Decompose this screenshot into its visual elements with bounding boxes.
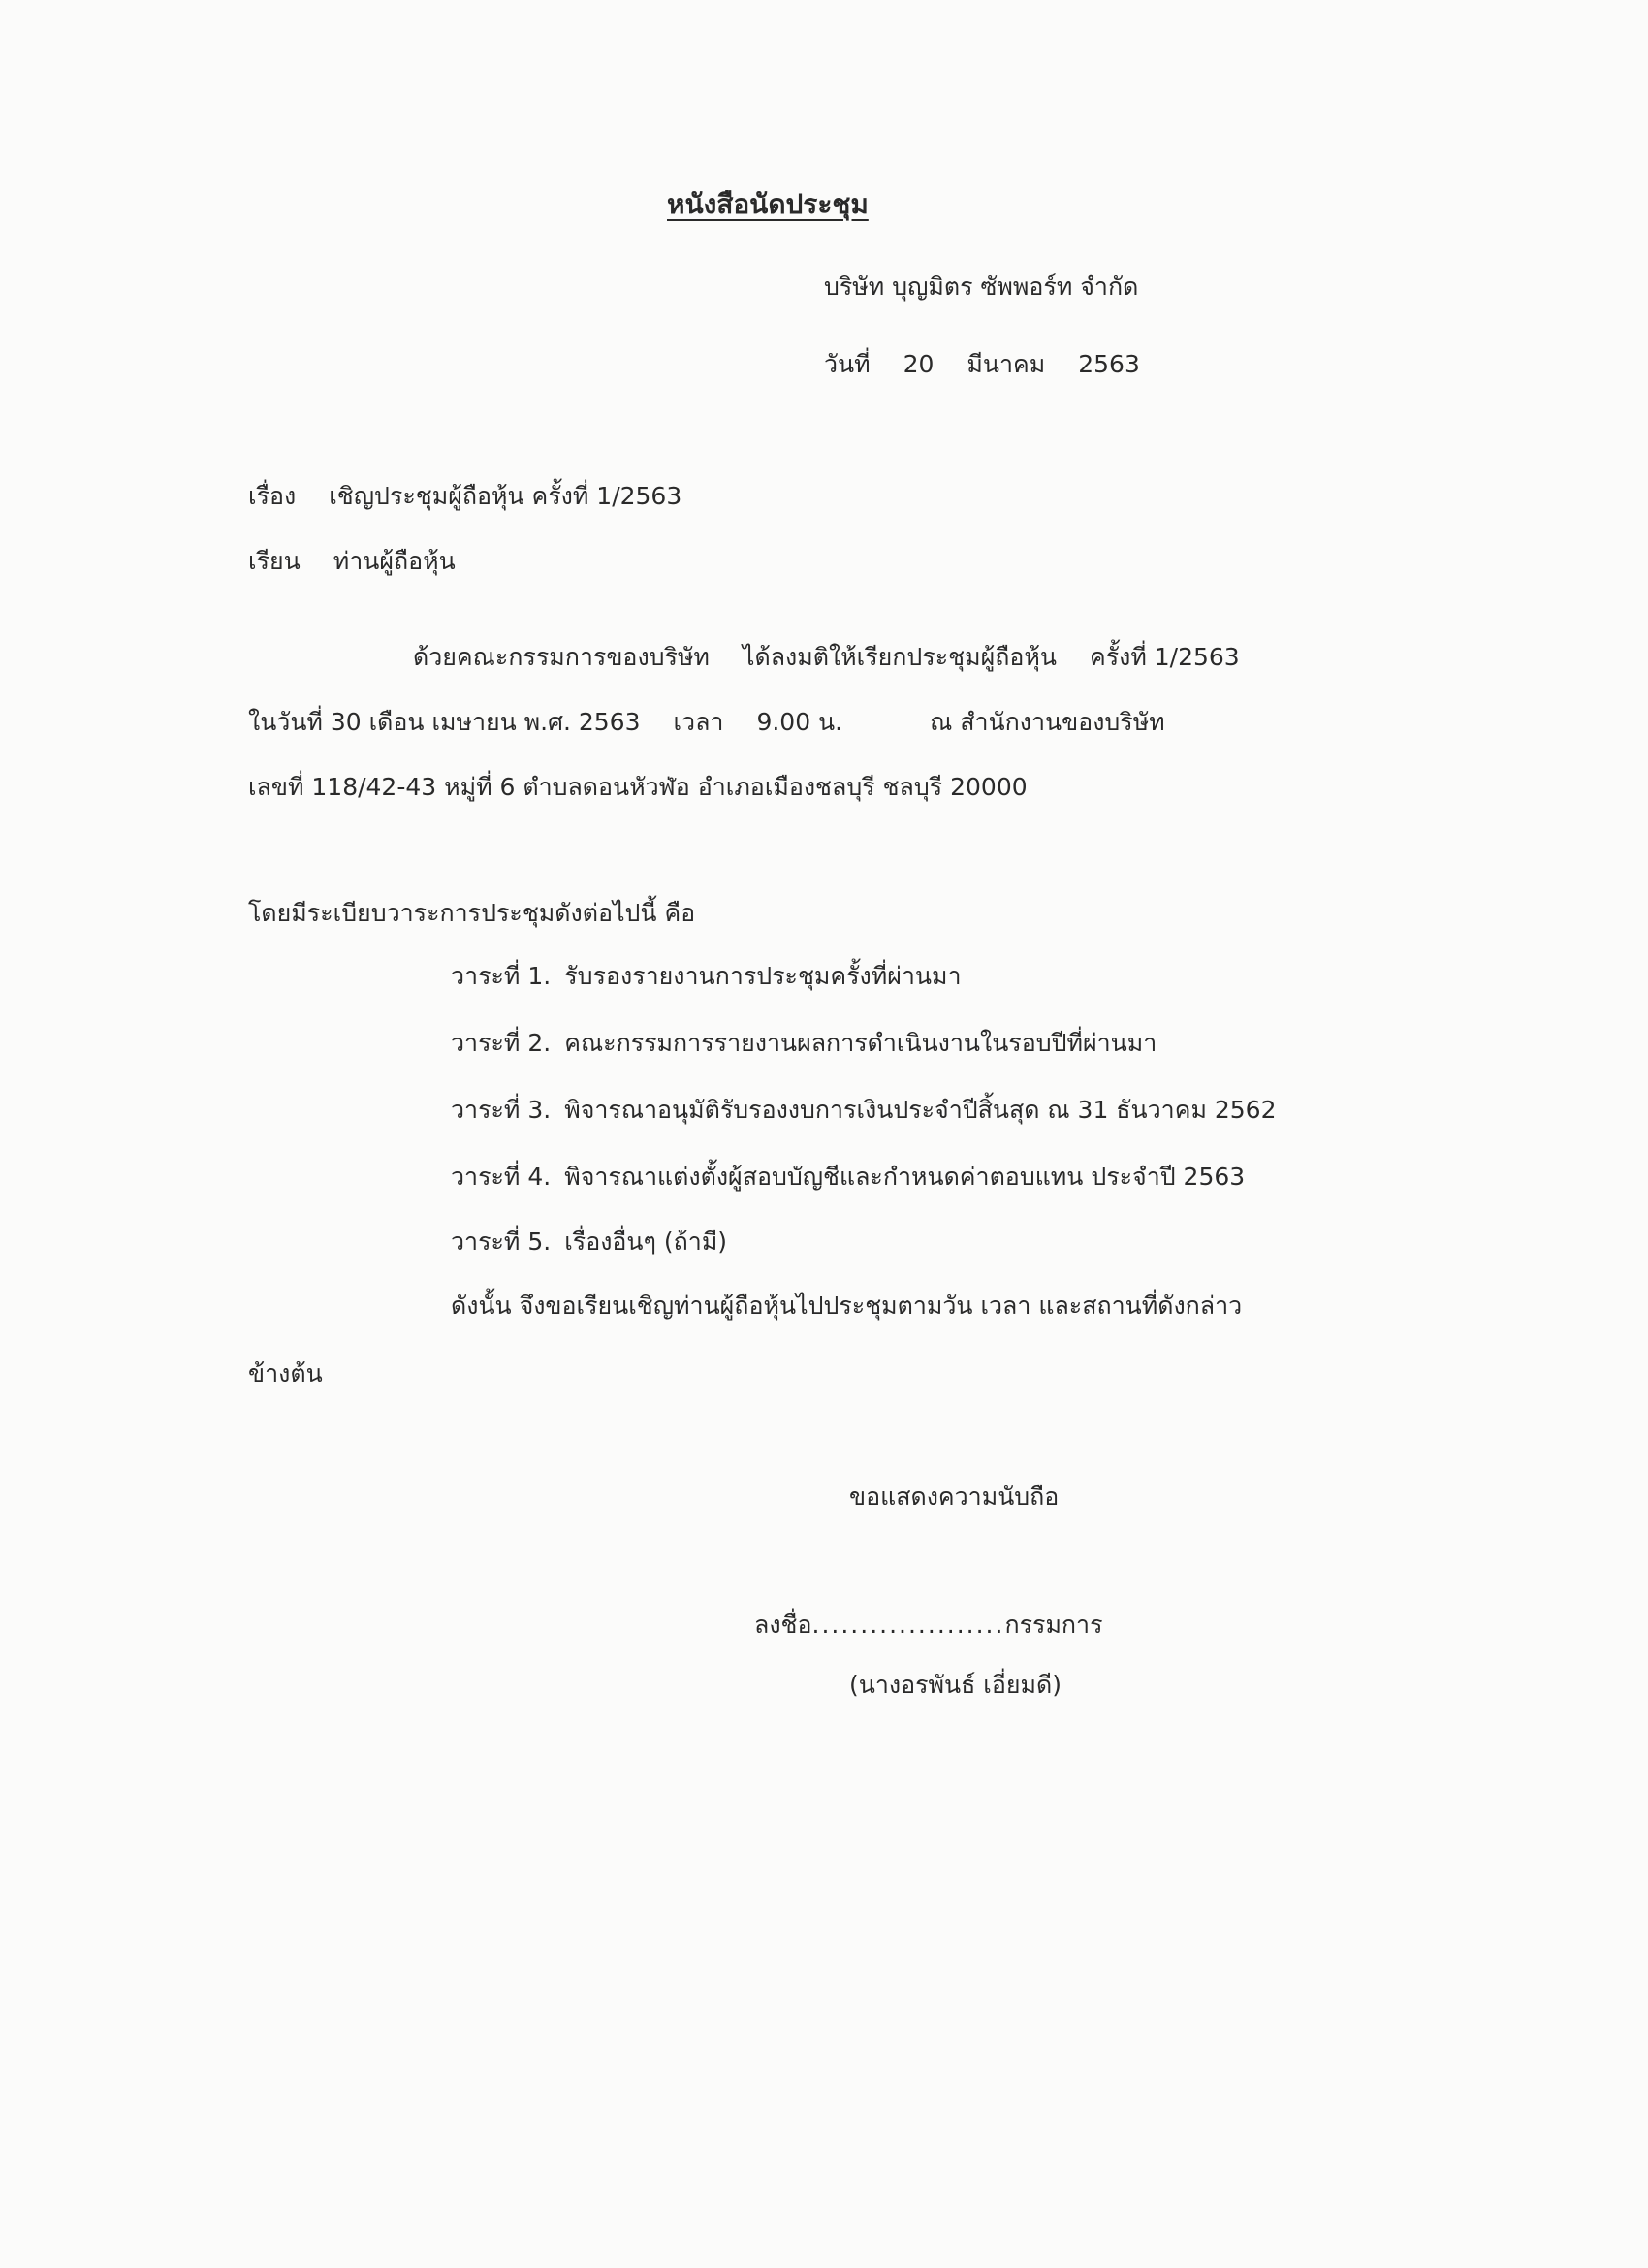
agenda-item-text: พิจารณาอนุมัติรับรองงบการเงินประจำปีสิ้นสุด ณ 31 ธันวาคม 2562 — [564, 1096, 1277, 1124]
signature-dots: .................... — [811, 1611, 1005, 1639]
agenda-item-label: วาระที่ 3. — [451, 1096, 552, 1124]
agenda-item — [451, 960, 962, 993]
recipient-label: เรียน — [248, 547, 301, 575]
agenda-item-text: เรื่องอื่นๆ (ถ้ามี) — [564, 1228, 728, 1256]
document-title: หนังสือนัดประชุม — [667, 188, 869, 220]
recipient-line — [248, 545, 456, 578]
agenda-item-label: วาระที่ 4. — [451, 1163, 552, 1191]
signature-position: กรรมการ — [1004, 1611, 1103, 1639]
agenda-item — [451, 1226, 727, 1259]
agenda-item-text: พิจารณาแต่งตั้งผู้สอบบัญชีและกำหนดค่าตอบแทน ประจำปี 2563 — [564, 1163, 1246, 1191]
agenda-intro: โดยมีระเบียบวาระการประชุมดังต่อไปนี้ คือ — [248, 899, 696, 927]
company-name: บริษัท บุญมิตร ซัพพอร์ท จำกัด — [824, 272, 1139, 301]
date-label: วันที่ — [824, 350, 871, 378]
agenda-item — [451, 1161, 1245, 1194]
document-date — [824, 348, 1140, 381]
closing-line-2: ข้างต้น — [248, 1359, 323, 1388]
body-line-1-part-b: ได้ลงมติให้เรียกประชุมผู้ถือหุ้น — [742, 643, 1057, 671]
agenda-item-text: คณะกรรมการรายงานผลการดำเนินงานในรอบปีที่ผ่านมา — [564, 1029, 1157, 1057]
agenda-item-label: วาระที่ 2. — [451, 1029, 552, 1057]
subject-label: เรื่อง — [248, 482, 297, 510]
agenda-item — [451, 1094, 1277, 1127]
regards: ขอแสดงความนับถือ — [849, 1483, 1060, 1511]
body-line-1-part-a: ด้วยคณะกรรมการของบริษัท — [413, 643, 710, 671]
date-year: 2563 — [1078, 350, 1140, 378]
signature-line — [754, 1609, 1103, 1642]
signatory-name: (นางอรพันธ์ เอี่ยมดี) — [849, 1671, 1062, 1699]
body-line-2 — [248, 706, 1165, 739]
signature-label: ลงชื่อ — [754, 1611, 812, 1639]
meeting-date: ในวันที่ 30 เดือน เมษายน พ.ศ. 2563 — [248, 708, 641, 736]
recipient-text: ท่านผู้ถือหุ้น — [333, 547, 456, 575]
subject-text: เชิญประชุมผู้ถือหุ้น ครั้งที่ 1/2563 — [329, 482, 682, 510]
body-line-1 — [413, 641, 1240, 674]
agenda-item — [451, 1027, 1157, 1060]
agenda-item-label: วาระที่ 1. — [451, 962, 552, 990]
agenda-item-text: รับรองรายงานการประชุมครั้งที่ผ่านมา — [564, 962, 962, 990]
date-month: มีนาคม — [967, 350, 1046, 378]
meeting-place: ณ สำนักงานของบริษัท — [930, 708, 1165, 736]
meeting-time: 9.00 น. — [756, 708, 843, 736]
agenda-item-label: วาระที่ 5. — [451, 1228, 552, 1256]
body-line-3: เลขที่ 118/42-43 หมู่ที่ 6 ตำบลดอนหัวฬ่อ อำเภอเมืองชลบุรี ชลบุรี 20000 — [248, 773, 1028, 801]
meeting-time-label: เวลา — [673, 708, 724, 736]
subject-line — [248, 480, 681, 513]
closing-line-1: ดังนั้น จึงขอเรียนเชิญท่านผู้ถือหุ้นไปประชุมตามวัน เวลา และสถานที่ดังกล่าว — [451, 1292, 1243, 1320]
body-line-1-part-c: ครั้งที่ 1/2563 — [1089, 643, 1240, 671]
date-day: 20 — [903, 350, 935, 378]
